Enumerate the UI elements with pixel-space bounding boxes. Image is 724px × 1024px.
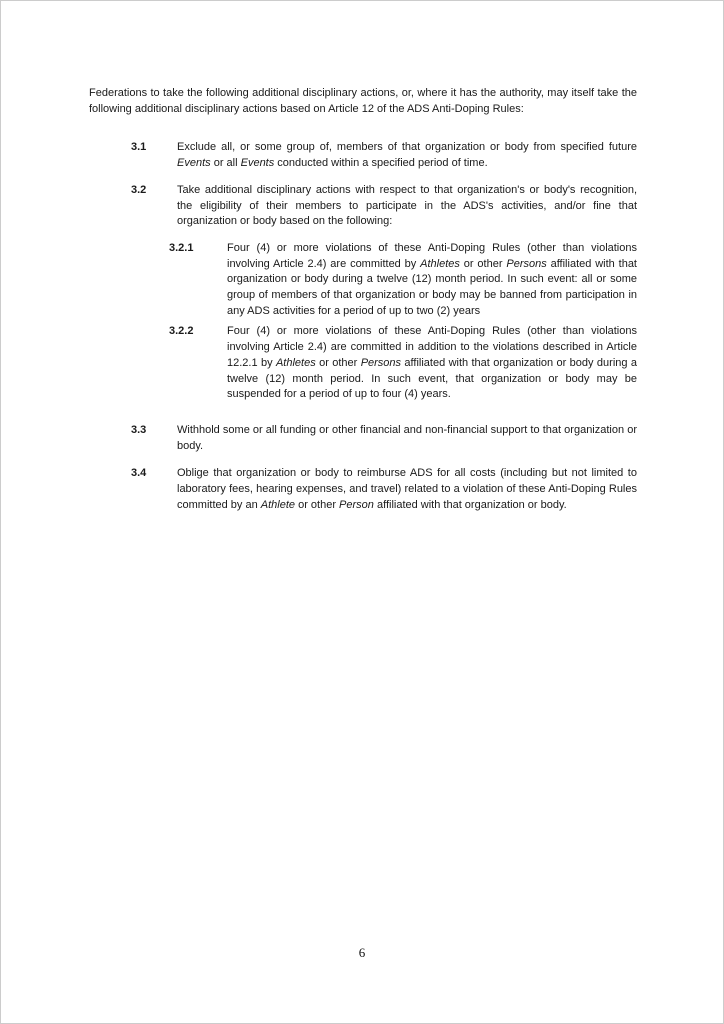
clause-3-3-number: 3.3 [131, 423, 147, 436]
clause-3-1-text: Exclude all, or some group of, members of that organization or body from specified future Events or all Events conducted within a specified period of time. [177, 141, 637, 170]
clause-3-1 [89, 140, 637, 171]
clause-3-2-2 [89, 324, 637, 403]
document-content [1, 1, 723, 513]
clause-3-4 [89, 466, 637, 513]
clause-3-2 [89, 183, 637, 230]
page-number: 6 [358, 945, 366, 960]
clause-3-1-number: 3.1 [131, 141, 147, 154]
clause-3-2-1-number: 3.2.1 [169, 241, 194, 254]
clause-3-3 [89, 423, 637, 454]
clause-3-2-2-number: 3.2.2 [169, 325, 194, 338]
clause-3-2-1-text: Four (4) or more violations of these Anti-Doping Rules (other than violations involving Article 2.4) are committed by Athletes or other Persons affiliated with that organization or body during a twelve (12) month period. In such event: all or some group of members of that organization or body may be banned from participation in any ADS activities for a period of up to two (2) years [227, 241, 637, 317]
clause-3-4-text: Oblige that organization or body to reimburse ADS for all costs (including but not limited to laboratory fees, hearing expenses, and travel) related to a violation of these Anti-Doping Rules committed by an Athlete or other Person affiliated with that organization or body. [177, 467, 637, 511]
intro-paragraph: Federations to take the following additional disciplinary actions, or, where it has the authority, may itself take the following additional disciplinary actions based on Article 12 of the ADS Anti-Doping Rules: [89, 87, 637, 115]
clause-3-4-number: 3.4 [131, 467, 147, 480]
clause-3-2-number: 3.2 [131, 183, 147, 196]
clause-3-2-text: Take additional disciplinary actions with respect to that organization's or body's recognition, the eligibility of their members to participate in the ADS's activities, and/or fine that organization or body based on the following: [177, 183, 637, 228]
clause-3-2-2-text: Four (4) or more violations of these Anti-Doping Rules (other than violations involving Article 2.4) are committed in addition to the violations described in Article 12.2.1 by Athletes or other Persons affiliated with that organization or body during a twelve (12) month period. In such event, that organization or body may be suspended for a period of up to four (4) years. [227, 325, 637, 401]
clause-3-2-1 [89, 241, 637, 320]
clause-3-3-text: Withhold some or all funding or other financial and non-financial support to that organization or body. [177, 423, 637, 452]
